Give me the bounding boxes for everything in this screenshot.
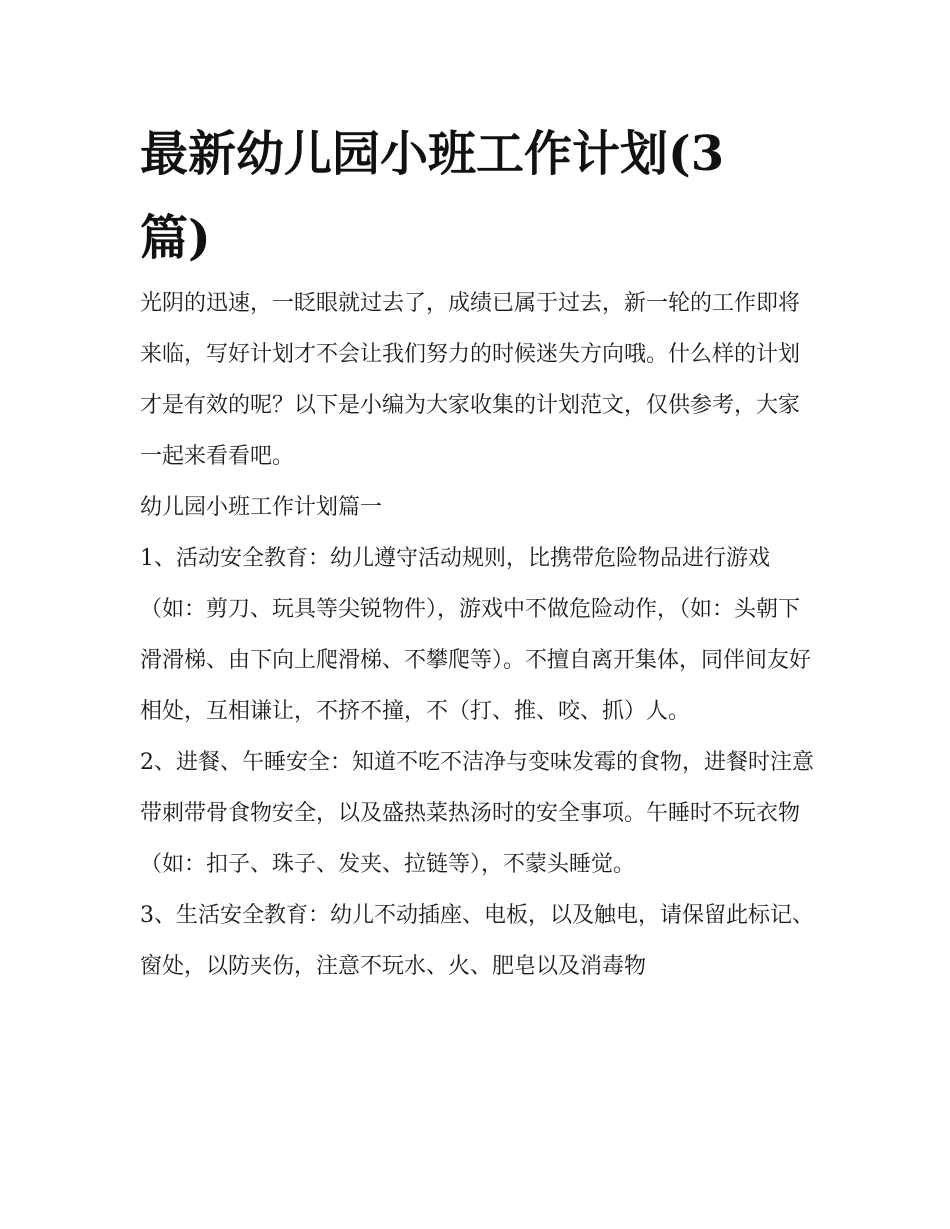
document-title: 最新幼儿园小班工作计划(3篇) (140, 126, 725, 266)
intro-paragraph: 光阴的迅速，一眨眼就过去了，成绩已属于过去，新一轮的工作即将来临，写好计划才不会让我们努力的时候迷失方向哦。什么样的计划才是有效的呢？以下是小编为大家收集的计划范文，仅供参考，大家一起来看看吧。 (140, 291, 801, 469)
list-item-activity-safety: 1、活动安全教育：幼儿遵守活动规则，比携带危险物品进行游戏（如：剪刀、玩具等尖锐物件），游戏中不做危险动作，（如：头朝下滑滑梯、由下向上爬滑梯、不攀爬等）。不擅自离开集体，同伴间友好相处，互相谦让，不挤不撞，不（打、推、咬、抓）人。 (140, 546, 812, 724)
list-item-daily-life-safety: 3、生活安全教育：幼儿不动插座、电板，以及触电，请保留此标记、窗处，以防夹伤，注意不玩水、火、肥皂以及消毒物 (140, 903, 814, 979)
document-body (140, 278, 820, 992)
section-heading: 幼儿园小班工作计划篇一 (140, 495, 383, 520)
list-item-meal-nap-safety: 2、进餐、午睡安全：知道不吃不洁净与变味发霉的食物，进餐时注意带刺带骨食物安全，以及盛热菜热汤时的安全事项。午睡时不玩衣物（如：扣子、珠子、发夹、拉链等），不蒙头睡觉。 (140, 750, 814, 877)
